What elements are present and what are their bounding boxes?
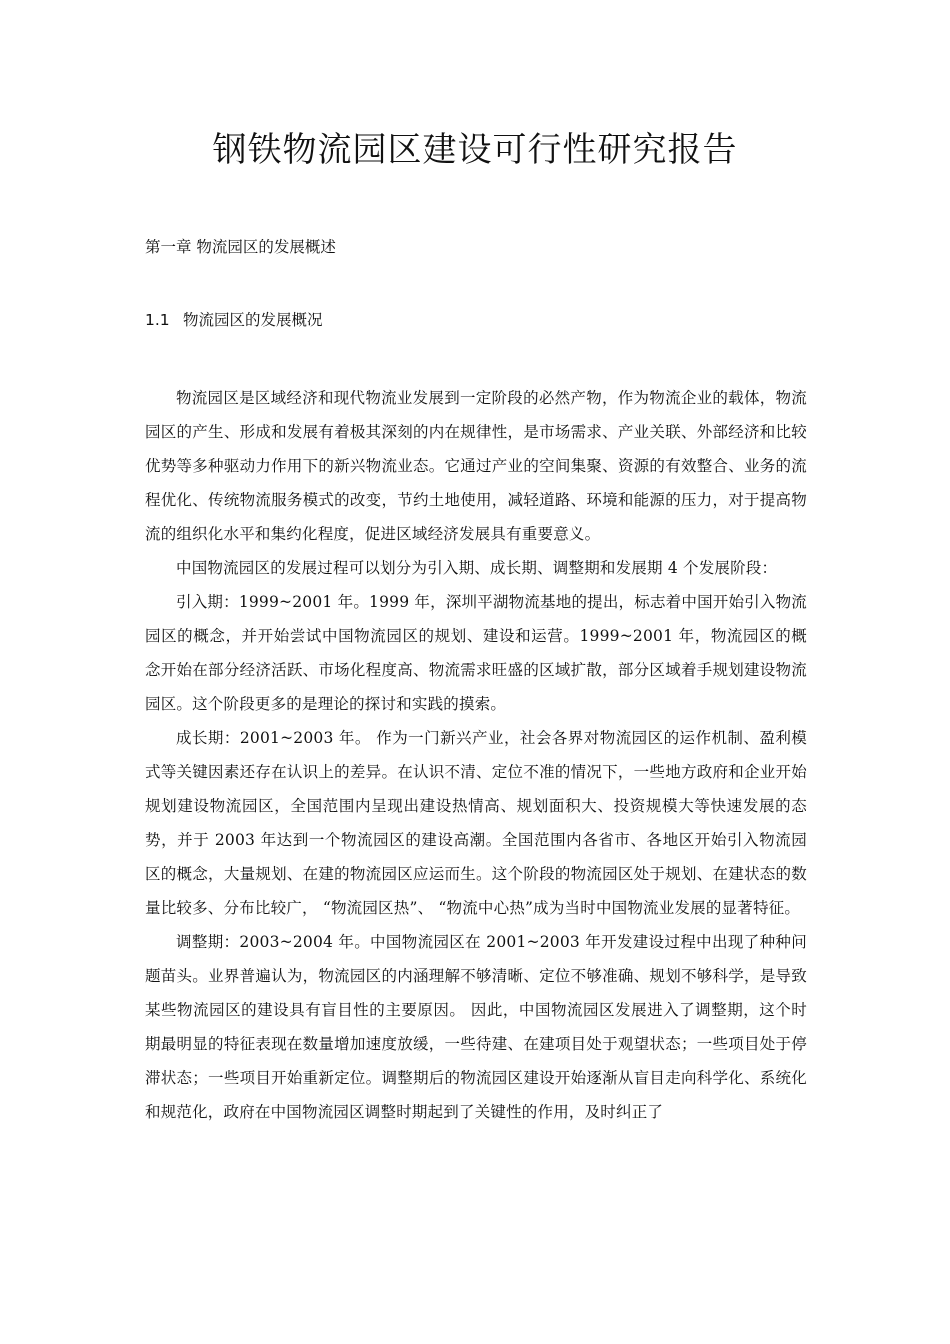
section-heading bbox=[145, 308, 323, 332]
paragraph-introduction-period: 引入期：1999~2001 年。1999 年，深圳平湖物流基地的提出，标志着中国开始引入物流园区的概念，并开始尝试中国物流园区的规划、建设和运营。1999~2001 年，物流园区的概念开始在部分经济活跃、市场化程度高、物流需求旺盛的区域扩散，部分区域着手规划建设物流园区。这个阶段更多的是理论的探讨和实践的摸索。 bbox=[145, 593, 807, 713]
document-title: 钢铁物流园区建设可行性研究报告 bbox=[212, 130, 738, 170]
section-number: 1.1 bbox=[145, 311, 170, 329]
paragraph-growth-period: 成长期：2001~2003 年。 作为一门新兴产业，社会各界对物流园区的运作机制、盈利模式等关键因素还存在认识上的差异。在认识不清、定位不准的情况下，一些地方政府和企业开始规划建设物流园区，全国范围内呈现出建设热情高、规划面积大、投资规模大等快速发展的态势，并于 2003 年达到一个物流园区的建设高潮。全国范围内各省市、各地区开始引入物流园区的概念，大量规划、在建的物流园区应运而生。这个阶段的物流园区处于规划、在建状态的数量比较多、分布比较广， “物流园区热”、 “物流中心热”成为当时中国物流业发展的显著特征。 bbox=[145, 729, 807, 917]
body-text bbox=[145, 381, 807, 1129]
section-title: 物流园区的发展概况 bbox=[183, 311, 323, 329]
paragraph-stages: 中国物流园区的发展过程可以划分为引入期、成长期、调整期和发展期 4 个发展阶段： bbox=[176, 559, 778, 577]
paragraph-intro: 物流园区是区域经济和现代物流业发展到一定阶段的必然产物，作为物流企业的载体，物流园区的产生、形成和发展有着极其深刻的内在规律性，是市场需求、产业关联、外部经济和比较优势等多种驱动力作用下的新兴物流业态。它通过产业的空间集聚、资源的有效整合、业务的流程优化、传统物流服务模式的改变，节约土地使用，减轻道路、环境和能源的压力，对于提高物流的组织化水平和集约化程度，促进区域经济发展具有重要意义。 bbox=[145, 389, 807, 543]
paragraph-adjustment-period: 调整期：2003~2004 年。中国物流园区在 2001~2003 年开发建设过程中出现了种种问题苗头。业界普遍认为，物流园区的内涵理解不够清晰、定位不够准确、规划不够科学，是导致某些物流园区的建设具有盲目性的主要原因。 因此，中国物流园区发展进入了调整期，这个时期最明显的特征表现在数量增加速度放缓，一些待建、在建项目处于观望状态；一些项目处于停滞状态；一些项目开始重新定位。调整期后的物流园区建设开始逐渐从盲目走向科学化、系统化和规范化，政府在中国物流园区调整时期起到了关键性的作用，及时纠正了 bbox=[145, 933, 807, 1121]
chapter-heading: 第一章 物流园区的发展概述 bbox=[145, 238, 336, 256]
